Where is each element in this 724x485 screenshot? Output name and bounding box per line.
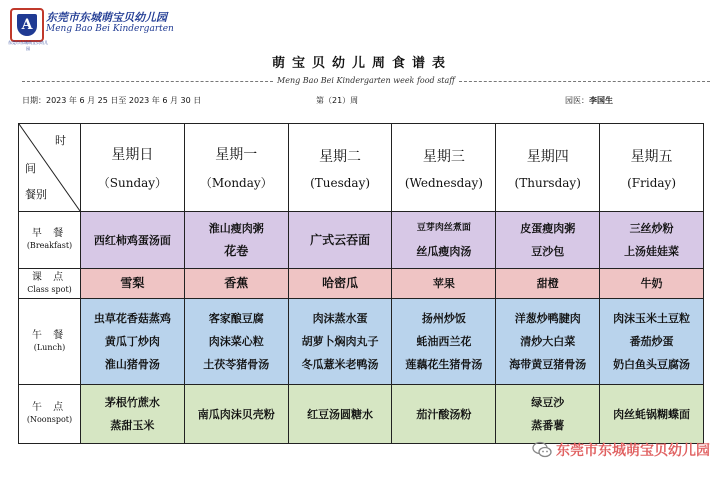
menu-cell: 广式云吞面 xyxy=(288,212,392,269)
day-header: 星期五 (Friday) xyxy=(600,124,704,212)
meal-label-class-snack: 课 点 Class spot) xyxy=(19,269,81,299)
meal-label-breakfast: 早 餐 (Breakfast) xyxy=(19,212,81,269)
lunch-row xyxy=(19,299,704,385)
date-range: 日期：2023 年 6 月 25 日至 2023 年 6 月 30 日 xyxy=(22,96,202,105)
menu-table xyxy=(18,123,704,444)
menu-cell: 绿豆沙 蒸番薯 xyxy=(496,385,600,444)
school-name-cn: 东莞市东城萌宝贝幼儿园 xyxy=(46,11,167,24)
class-snack-row xyxy=(19,269,704,299)
noon-snack-row xyxy=(19,385,704,444)
menu-cell: 豆芽肉丝煮面 丝瓜瘦肉汤 xyxy=(392,212,496,269)
menu-cell: 牛奶 xyxy=(600,269,704,299)
menu-cell: 扬州炒饭 蚝油西兰花 莲藕花生猪骨汤 xyxy=(392,299,496,385)
menu-cell: 皮蛋瘦肉粥 豆沙包 xyxy=(496,212,600,269)
watermark-text: 东莞市东城萌宝贝幼儿园 xyxy=(556,443,710,459)
menu-cell: 肉丝蚝锅糊蝶面 xyxy=(600,385,704,444)
menu-cell: 洋葱炒鸭腱肉 清炒大白菜 海带黄豆猪骨汤 xyxy=(496,299,600,385)
corner-time: 时 xyxy=(55,134,66,147)
watermark xyxy=(532,440,710,460)
menu-cell: 肉沫蒸水蛋 胡萝卜焖肉丸子 冬瓜薏米老鸭汤 xyxy=(288,299,392,385)
menu-cell: 苹果 xyxy=(392,269,496,299)
day-header: 星期二 (Tuesday) xyxy=(288,124,392,212)
menu-cell: 淮山瘦肉粥 花卷 xyxy=(184,212,288,269)
menu-cell: 香蕉 xyxy=(184,269,288,299)
menu-cell: 客家酿豆腐 肉沫菜心粒 土茯苓猪骨汤 xyxy=(184,299,288,385)
maker xyxy=(565,95,613,106)
subtitle-text: Meng Bao Bei Kindergarten week food staff xyxy=(277,76,455,85)
day-header: 星期四 (Thursday) xyxy=(496,124,600,212)
menu-cell: 哈密瓜 xyxy=(288,269,392,299)
week-number: 第（21）周 xyxy=(316,96,359,105)
meal-label-lunch: 午 餐 (Lunch) xyxy=(19,299,81,385)
maker-name: 李国生 xyxy=(589,96,613,105)
logo-subtext: 东莞市东城萌宝贝幼儿园 xyxy=(8,40,48,51)
menu-cell: 肉沫玉米土豆粒 番茄炒蛋 奶白鱼头豆腐汤 xyxy=(600,299,704,385)
day-header: 星期日 （Sunday） xyxy=(81,124,185,212)
subtitle-line xyxy=(22,76,710,85)
school-name-en: Meng Bao Bei Kindergarten xyxy=(46,24,174,34)
page-title: 萌宝贝幼儿周食谱表 xyxy=(271,56,452,71)
day-header: 星期一 （Monday） xyxy=(184,124,288,212)
menu-cell: 三丝炒粉 上汤娃娃菜 xyxy=(600,212,704,269)
wechat-icon xyxy=(532,441,552,459)
menu-cell: 西红柿鸡蛋汤面 xyxy=(81,212,185,269)
logo-shield-icon: A xyxy=(17,14,37,36)
menu-cell: 南瓜肉沫贝壳粉 xyxy=(184,385,288,444)
meal-label-noon-snack: 午 点 (Noonspot) xyxy=(19,385,81,444)
breakfast-row xyxy=(19,212,704,269)
corner-meal: 餐别 xyxy=(25,188,47,201)
menu-cell: 茄汁酸汤粉 xyxy=(392,385,496,444)
maker-label: 园医： xyxy=(565,96,589,105)
school-logo xyxy=(10,8,44,42)
day-header: 星期三 (Wednesday) xyxy=(392,124,496,212)
menu-cell: 茅根竹蔗水 蒸甜玉米 xyxy=(81,385,185,444)
menu-cell: 雪梨 xyxy=(81,269,185,299)
menu-cell: 虫草花香菇蒸鸡 黄瓜丁炒肉 淮山猪骨汤 xyxy=(81,299,185,385)
table-corner xyxy=(19,124,81,212)
menu-cell: 甜橙 xyxy=(496,269,600,299)
corner-between: 间 xyxy=(25,162,36,175)
header-row xyxy=(19,124,704,212)
menu-cell: 红豆汤圆糖水 xyxy=(288,385,392,444)
